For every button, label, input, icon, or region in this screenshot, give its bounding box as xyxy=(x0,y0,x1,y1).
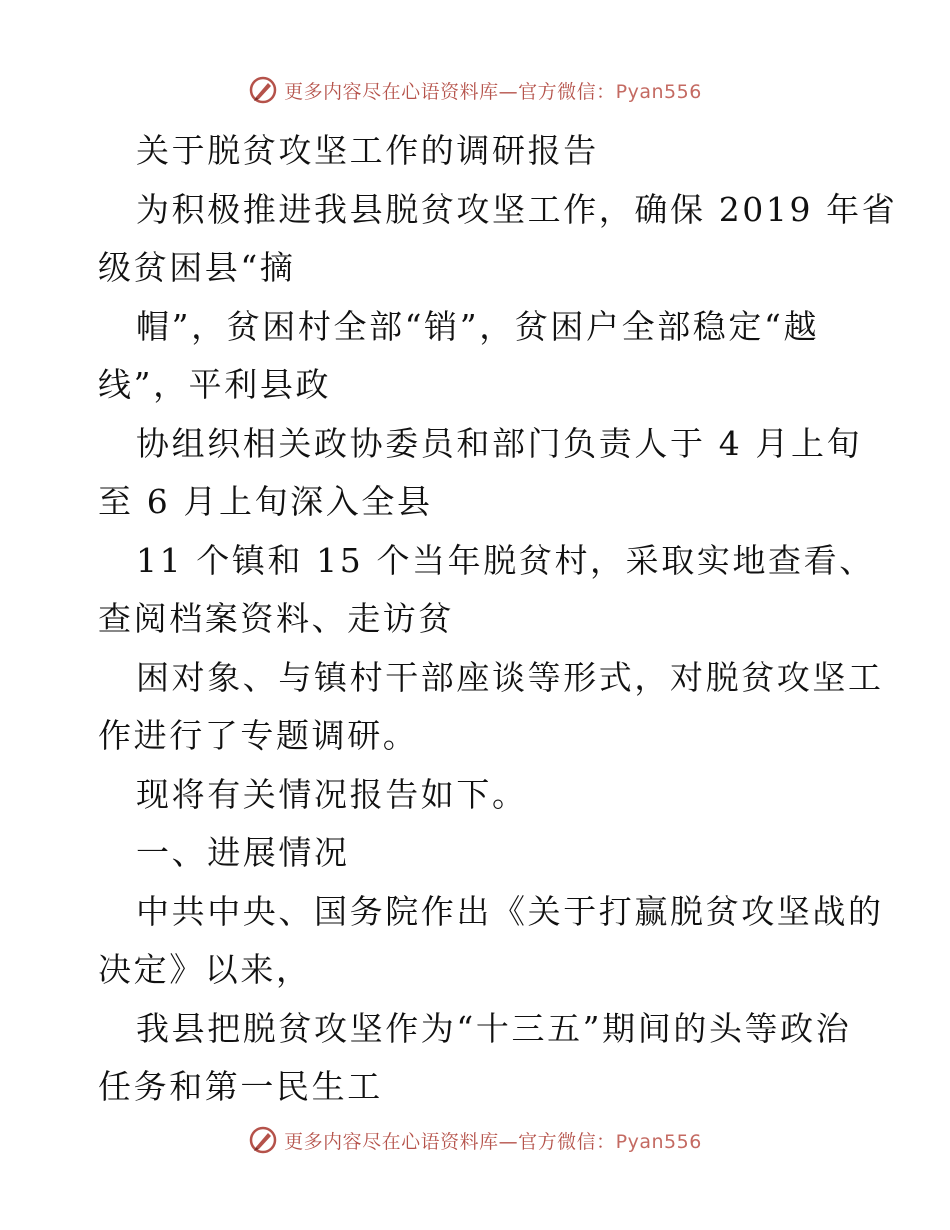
doc-line: 11 个镇和 15 个当年脱贫村，采取实地查看、 xyxy=(136,540,875,580)
doc-line: 协组织相关政协委员和部门负责人于 4 月上旬 xyxy=(136,423,863,463)
footer-watermark xyxy=(0,1120,950,1160)
watermark-brand: 更多内容尽在心语资料库—官方微信： xyxy=(284,1130,616,1153)
doc-line: 级贫困县“摘 xyxy=(98,248,296,287)
section-heading: 一、进展情况 xyxy=(136,833,350,872)
doc-line: 作进行了专题调研。 xyxy=(98,716,419,755)
watermark-brand: 更多内容尽在心语资料库—官方微信： xyxy=(284,80,616,103)
doc-line: 现将有关情况报告如下。 xyxy=(136,774,528,814)
doc-line: 查阅档案资料、走访贫 xyxy=(98,599,454,638)
doc-line: 为积极推进我县脱贫攻坚工作，确保 2019 年省 xyxy=(136,189,898,229)
doc-title: 关于脱贫攻坚工作的调研报告 xyxy=(136,131,599,170)
watermark-wechat-id: Pyan556 xyxy=(615,1130,702,1153)
doc-line: 决定》以来， xyxy=(98,950,312,989)
doc-line: 至 6 月上旬深入全县 xyxy=(98,482,433,521)
document-body xyxy=(98,122,898,1117)
doc-line: 任务和第一民生工 xyxy=(98,1067,383,1106)
doc-line: 中共中央、国务院作出《关于打赢脱贫攻坚战的 xyxy=(136,891,884,931)
watermark-text xyxy=(284,1127,702,1154)
watermark-text xyxy=(284,77,702,104)
doc-line: 线”，平利县政 xyxy=(98,365,332,404)
pen-logo-icon xyxy=(248,75,278,105)
watermark-wechat-id: Pyan556 xyxy=(615,80,702,103)
header-watermark xyxy=(0,70,950,110)
doc-line: 我县把脱贫攻坚作为“十三五”期间的头等政治 xyxy=(136,1008,852,1048)
doc-line: 困对象、与镇村干部座谈等形式，对脱贫攻坚工 xyxy=(136,657,884,697)
doc-line: 帽”，贫困村全部“销”，贫困户全部稳定“越 xyxy=(136,306,820,346)
pen-logo-icon xyxy=(248,1125,278,1155)
